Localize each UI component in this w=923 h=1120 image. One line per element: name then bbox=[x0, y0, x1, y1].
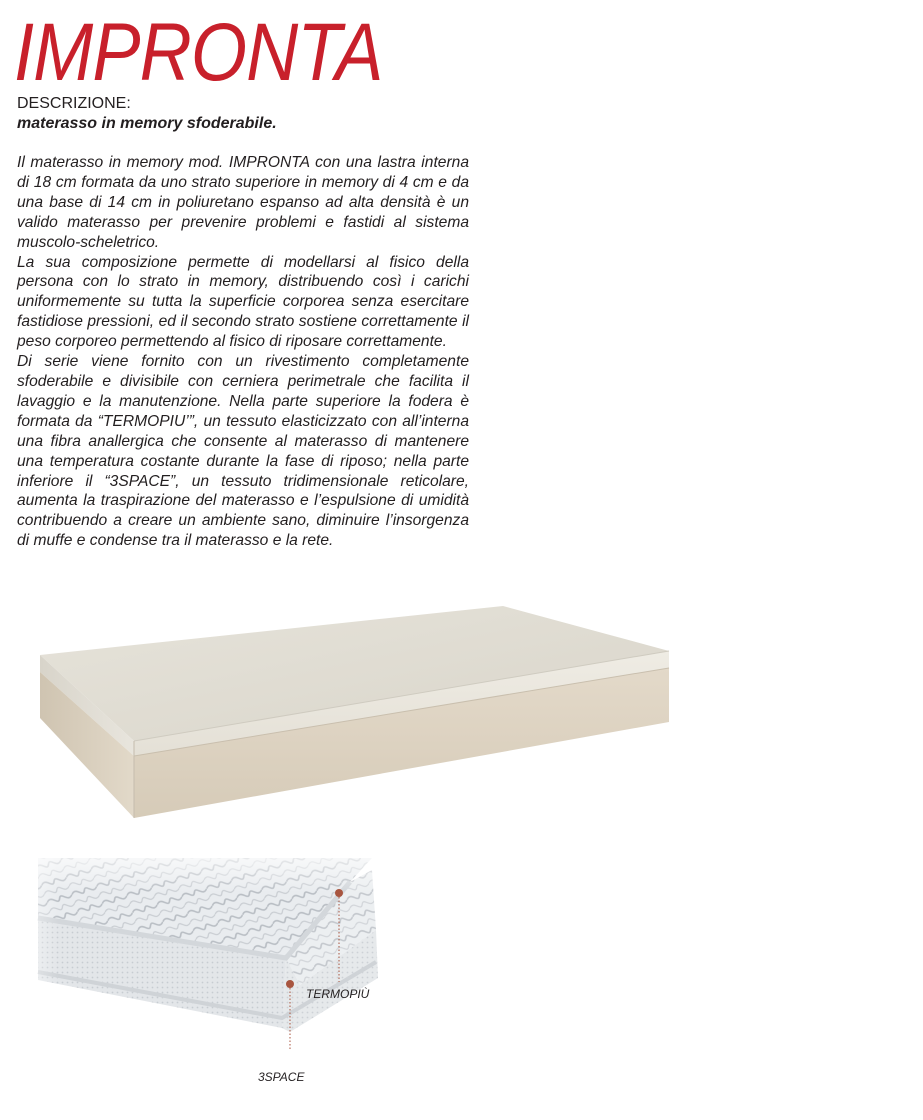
3space-callout-dot bbox=[286, 980, 294, 988]
product-title: IMPRONTA bbox=[14, 7, 383, 98]
termopiu-label: TERMOPIÙ bbox=[306, 987, 370, 1001]
3space-label: 3SPACE bbox=[258, 1070, 305, 1084]
description-label: DESCRIZIONE: bbox=[17, 95, 131, 112]
cover-detail-image bbox=[0, 840, 390, 1050]
paragraph-composition: Il materasso in memory mod. IMPRONTA con una lastra interna di 18 cm formata da uno strato superiore in memory di 4 cm e da una base di 14 cm in poliuretano espanso ad alta densità è un valido materasso per prevenire problemi e fastidi al sistema muscolo-scheletrico. bbox=[17, 154, 469, 251]
mattress-image bbox=[0, 598, 700, 833]
paragraph-cover: Di serie viene fornito con un rivestimento completamente sfoderabile e divisibile con cerniera perimetrale che facilita il lavaggio e la manutenzione. Nella parte superiore la fodera è formata da “TERMOPIU’”, un tessuto elasticizzato con all’interna una fibra anallergica che consente al materasso di mantenere una temperatura costante durante la fase di riposo; nella parte inferiore il “3SPACE”, un tessuto tridimensionale reticolare, aumenta la traspirazione del materasso e l’espulsione di umidità contribuendo a creare un ambiente sano, diminuire l’insorgenza di muffe e condense tra il materasso e la rete. bbox=[17, 353, 469, 550]
description-subtitle: materasso in memory sfoderabile. bbox=[17, 115, 277, 132]
termopiu-callout-dot bbox=[335, 889, 343, 897]
paragraph-comfort: La sua composizione permette di modellarsi al fisico della persona con lo strato in memory, distribuendo così i carichi uniformemente su tutta la superficie corporea senza esercitare fastidiose pressioni, ed il secondo strato sostiene correttamente il peso corporeo permettendo al fisico di riposare correttamente. bbox=[17, 253, 469, 351]
description-body bbox=[17, 153, 469, 551]
